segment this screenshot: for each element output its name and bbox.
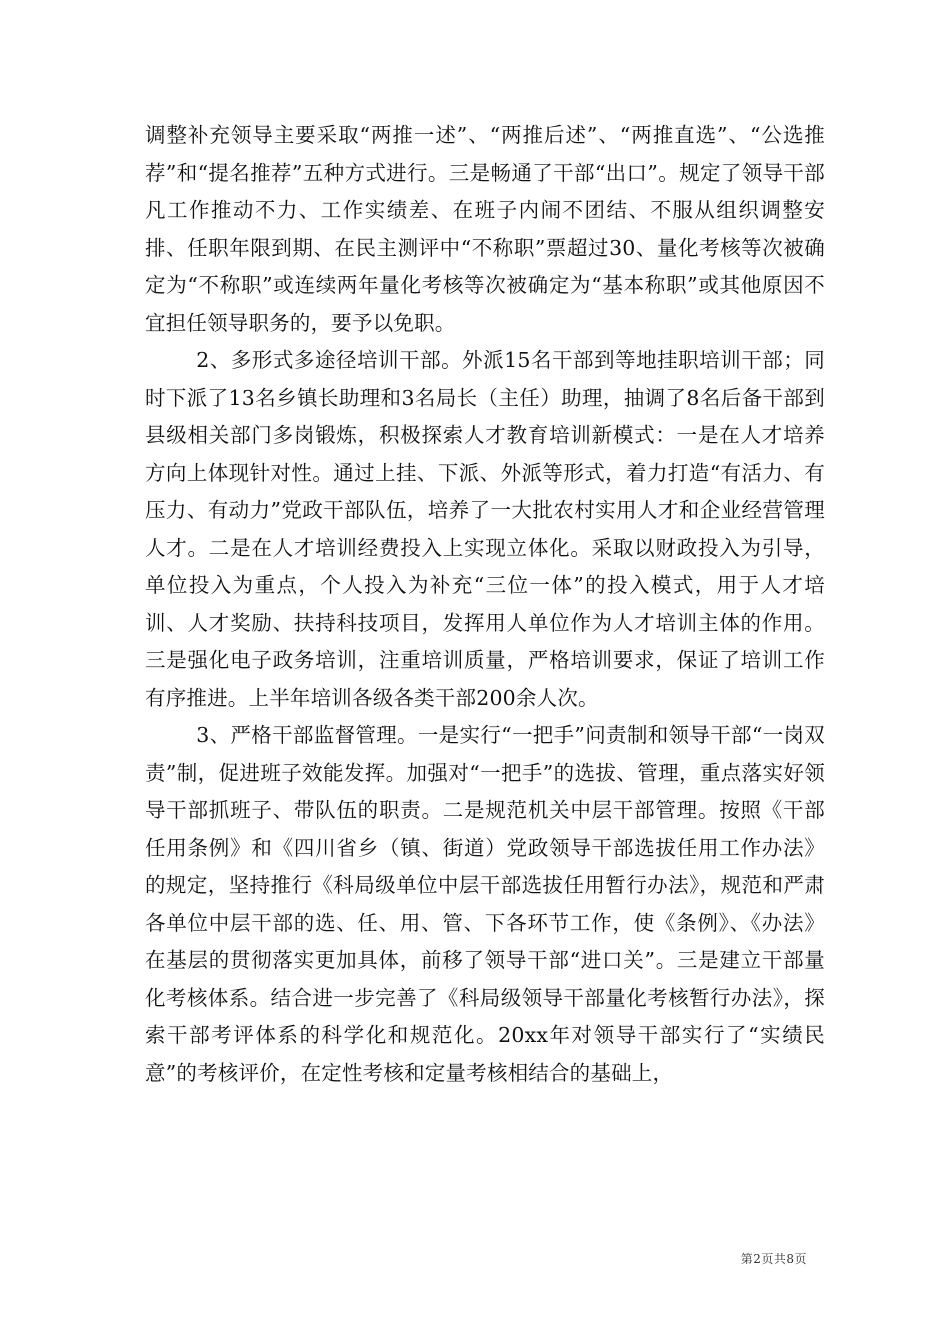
paragraph-1: 调整补充领导主要采取“两推一述”、“两推后述”、“两推直选”、“公选推荐”和“提名推荐”五种方式进行。三是畅通了干部“出口”。规定了领导干部凡工作推动不力、工作实绩差、在班子内闹不团结、不服从组织调整安排、任职年限到期、在民主测评中“不称职”票超过30、量化考核等次被确定为“不称职”或连续两年量化考核等次被确定为“基本称职”或其他原因不宜担任领导职务的，要予以免职。 bbox=[145, 123, 825, 335]
paragraph-3: 3、严格干部监督管理。一是实行“一把手”问责制和领导干部“一岗双责”制，促进班子效能发挥。加强对“一把手”的选拔、管理，重点落实好领导干部抓班子、带队伍的职责。二是规范机关中层干部管理。按照《干部任用条例》和《四川省乡（镇、街道）党政领导干部选拔任用工作办法》的规定，坚持推行《科局级单位中层干部选拔任用暂行办法》，规范和严肃各单位中层干部的选、任、用、管、下各环节工作，使《条例》、《办法》在基层的贯彻落实更加具体，前移了领导干部“进口关”。三是建立干部量化考核体系。结合进一步完善了《科局级领导干部量化考核暂行办法》，探索干部考评体系的科学化和规范化。20xx年对领导干部实行了“实绩民意”的考核评价，在定性考核和定量考核相结合的基础上， bbox=[145, 723, 825, 1085]
document-body bbox=[145, 117, 825, 1092]
paragraph-2: 2、多形式多途径培训干部。外派15名干部到等地挂职培训干部；同时下派了13名乡镇长助理和3名局长（主任）助理，抽调了8名后备干部到县级相关部门多岗锻炼，积极探索人才教育培训新模式：一是在人才培养方向上体现针对性。通过上挂、下派、外派等形式，着力打造“有活力、有压力、有动力”党政干部队伍，培养了一大批农村实用人才和企业经营管理人才。二是在人才培训经费投入上实现立体化。采取以财政投入为引导，单位投入为重点，个人投入为补充“三位一体”的投入模式，用于人才培训、人才奖励、扶持科技项目，发挥用人单位作为人才培训主体的作用。三是强化电子政务培训，注重培训质量，严格培训要求，保证了培训工作有序推进。上半年培训各级各类干部200余人次。 bbox=[145, 348, 825, 710]
page-number-footer: 第2页共8页 bbox=[740, 1252, 807, 1266]
